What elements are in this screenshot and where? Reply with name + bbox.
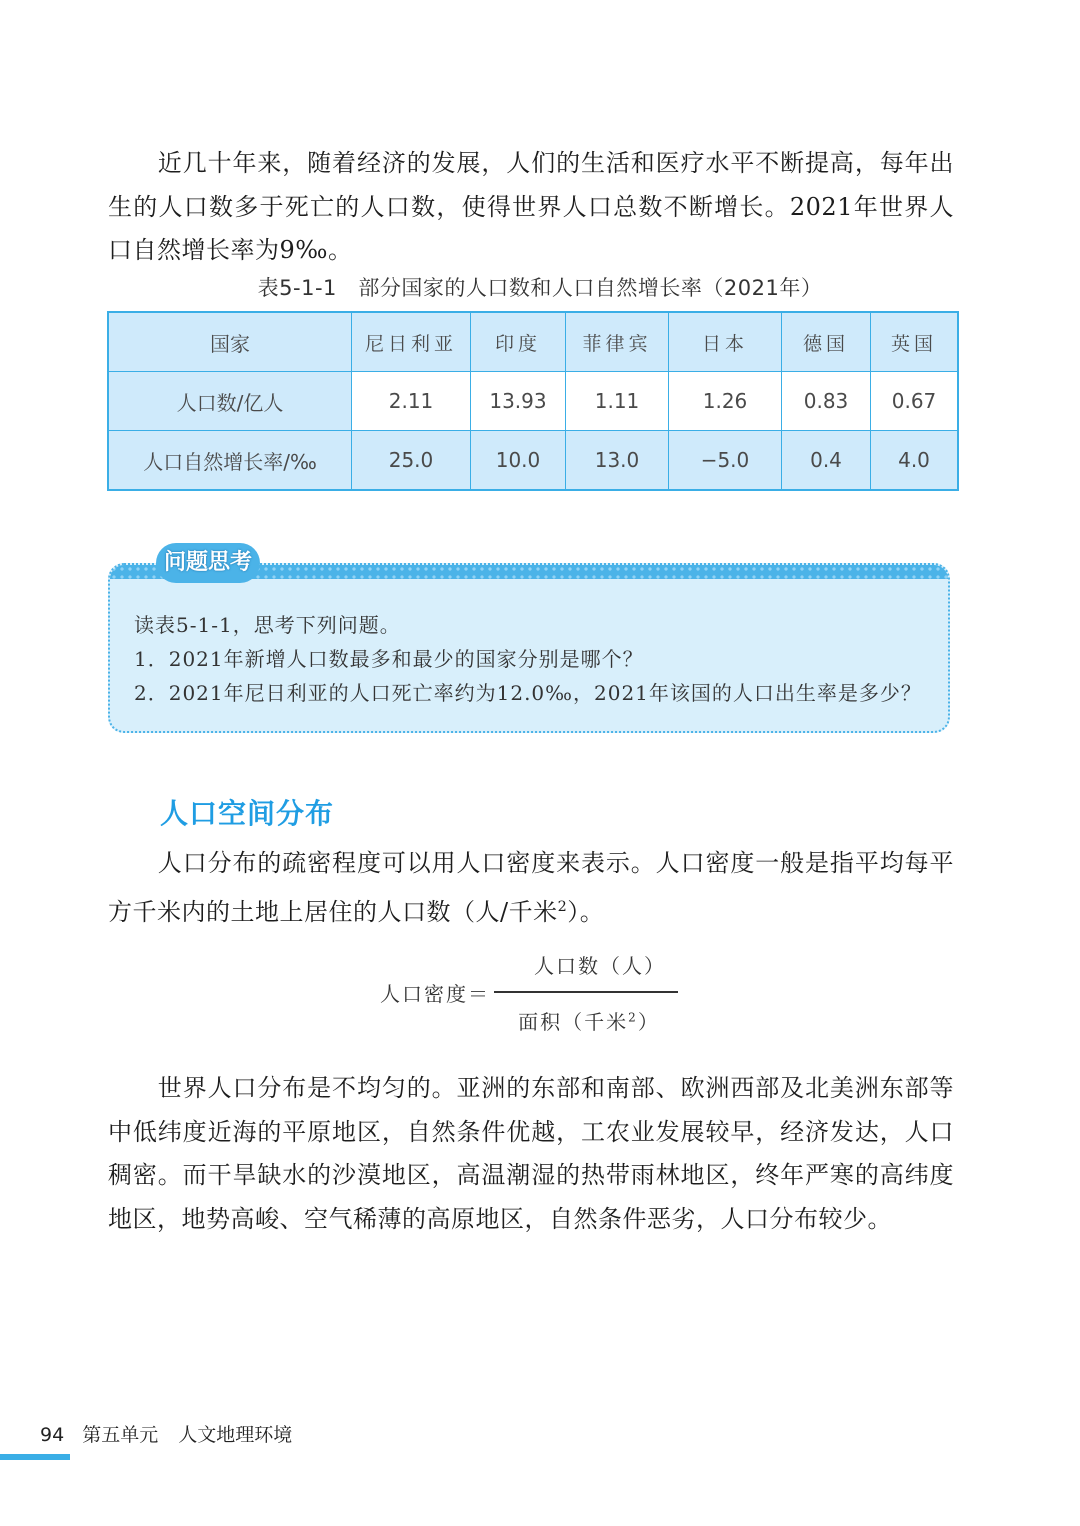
table-cell: 2.11	[352, 372, 471, 431]
row-label: 人口自然增长率/‰	[108, 431, 352, 491]
unit-label: 第五单元	[82, 1424, 159, 1446]
footer-accent-bar	[0, 1454, 70, 1460]
distribution-text: 世界人口分布是不均匀的。亚洲的东部和南部、欧洲西部及北美洲东部等中低纬度近海的平原地区，自然条件优越，工农业发展较早，经济发达，人口稠密。而干旱缺水的沙漠地区，高温潮湿的热带雨林地区，终年严寒的高纬度地区，地势高峻、空气稀薄的高原地区，自然条件恶劣，人口分布较少。	[108, 1074, 955, 1233]
table-cell: 13.0	[566, 431, 669, 491]
table-cell: 10.0	[471, 431, 566, 491]
table-cell: 25.0	[352, 431, 471, 491]
table-row	[108, 431, 958, 491]
density-formula	[380, 950, 700, 1040]
table-cell: −5.0	[669, 431, 782, 491]
table-cell: 0.67	[871, 372, 959, 431]
table-cell: 0.83	[782, 372, 871, 431]
table-caption: 表5-1-1 部分国家的人口数和人口自然增长率（2021年）	[257, 276, 823, 300]
country-philippines: 菲律宾	[566, 312, 669, 372]
country-india: 印度	[471, 312, 566, 372]
distribution-paragraph	[108, 1067, 954, 1241]
density-text: 人口分布的疏密程度可以用人口密度来表示。人口密度一般是指平均每平方千米内的土地上居住的人口数（人/千米	[108, 849, 955, 926]
density-paragraph	[108, 842, 954, 934]
country-nigeria: 尼日利亚	[352, 312, 471, 372]
table-cell: 4.0	[871, 431, 959, 491]
fraction-line	[494, 991, 678, 993]
page-footer	[40, 1420, 292, 1447]
denominator-end: ）	[637, 1010, 660, 1034]
intro-paragraph	[108, 142, 954, 273]
table-header-row	[108, 312, 958, 372]
section-title: 人口空间分布	[160, 797, 335, 830]
unit-title: 人文地理环境	[178, 1424, 293, 1446]
think-intro: 读表5-1-1，思考下列问题。	[134, 613, 401, 637]
superscript: 2	[557, 898, 568, 915]
country-uk: 英国	[871, 312, 959, 372]
table-row	[108, 372, 958, 431]
table-cell: 1.26	[669, 372, 782, 431]
table-cell: 0.4	[782, 431, 871, 491]
indent	[108, 1074, 158, 1102]
formula-numerator: 人口数（人）	[534, 954, 666, 978]
think-question-1: 1．2021年新增人口数最多和最少的国家分别是哪个？	[134, 647, 644, 671]
formula-denominator	[504, 1006, 674, 1035]
row-label: 人口数/亿人	[108, 372, 352, 431]
think-question-2: 2．2021年尼日利亚的人口死亡率约为12.0‰，2021年该国的人口出生率是多少？	[134, 681, 922, 705]
intro-text: 近几十年来，随着经济的发展，人们的生活和医疗水平不断提高，每年出生的人口数多于死亡的人口数，使得世界人口总数不断增长。2021年世界人口自然增长率为9‰。	[108, 149, 955, 264]
think-title: 问题思考	[156, 543, 260, 583]
country-japan: 日本	[669, 312, 782, 372]
indent	[108, 849, 158, 877]
table-cell: 1.11	[566, 372, 669, 431]
population-table	[107, 311, 959, 491]
table-cell: 13.93	[471, 372, 566, 431]
denominator-text: 面积（千米	[518, 1010, 629, 1034]
superscript: 2	[628, 1010, 638, 1025]
density-text-end: ）。	[567, 897, 605, 926]
page-number: 94	[40, 1424, 65, 1446]
header-label: 国家	[108, 312, 352, 372]
indent	[108, 149, 158, 177]
think-questions	[134, 608, 944, 710]
country-germany: 德国	[782, 312, 871, 372]
formula-label: 人口密度＝	[380, 982, 490, 1006]
